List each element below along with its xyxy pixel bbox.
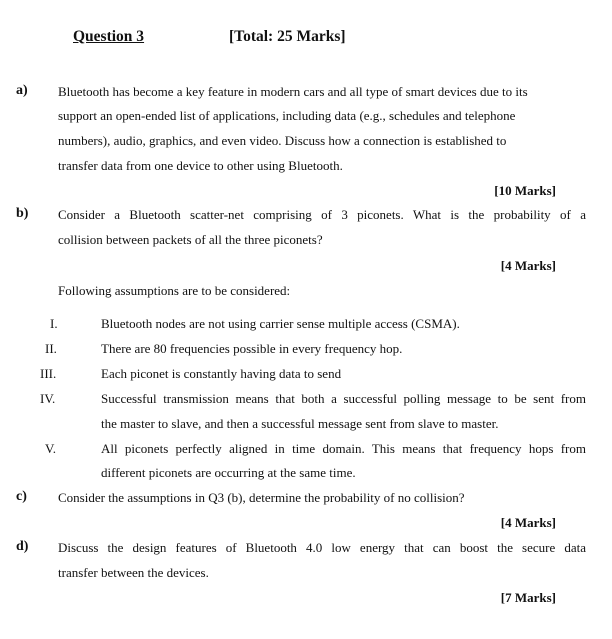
part-a-line-2: support an open-ended list of applications, including data (e.g., schedules and telephone bbox=[58, 108, 516, 123]
part-d-line-1: Discuss the design features of Bluetooth 4.0 low energy that can boost the secure data bbox=[58, 540, 586, 555]
assumption-5-text-line-1: All piconets perfectly aligned in time domain. This means that frequency hops from bbox=[101, 441, 586, 456]
assumption-1-num: I. bbox=[50, 316, 58, 331]
assumption-2-text: There are 80 frequencies possible in every frequency hop. bbox=[101, 341, 403, 356]
part-b-label: b) bbox=[16, 206, 29, 221]
question-title: Question 3 bbox=[73, 28, 145, 45]
part-b-marks: [4 Marks] bbox=[500, 258, 556, 273]
part-a-label: a) bbox=[16, 83, 28, 98]
part-a-marks: [10 Marks] bbox=[494, 183, 556, 198]
assumption-4-num: IV. bbox=[40, 391, 56, 406]
part-b-line-1: Consider a Bluetooth scatter-net comprising of 3 piconets. What is the probability of a bbox=[58, 207, 586, 222]
part-d-line-2: transfer between the devices. bbox=[58, 565, 209, 580]
assumption-4-text-line-1: Successful transmission means that both a successful polling message to be sent from bbox=[101, 391, 586, 406]
total-marks: [Total: 25 Marks] bbox=[229, 28, 346, 45]
assumptions-intro: Following assumptions are to be considered: bbox=[58, 283, 291, 298]
assumption-5-num: V. bbox=[45, 441, 56, 456]
part-b-line-2: collision between packets of all the three piconets? bbox=[58, 232, 323, 247]
part-d-marks: [7 Marks] bbox=[500, 590, 556, 605]
part-a-line-3: numbers), audio, graphics, and even video. Discuss how a connection is established to bbox=[58, 133, 507, 148]
part-d-label: d) bbox=[16, 539, 29, 554]
assumption-3-num: III. bbox=[40, 366, 57, 381]
part-a-line-1: Bluetooth has become a key feature in modern cars and all type of smart devices due to its bbox=[58, 84, 528, 99]
assumption-4-text-line-2: the master to slave, and then a successful message sent from slave to master. bbox=[101, 416, 499, 431]
part-c-label: c) bbox=[16, 489, 27, 504]
part-c-marks: [4 Marks] bbox=[500, 515, 556, 530]
assumption-3-text: Each piconet is constantly having data to send bbox=[101, 366, 342, 381]
part-a-line-4: transfer data from one device to other using Bluetooth. bbox=[58, 158, 343, 173]
assumption-5-text-line-2: different piconets are occurring at the same time. bbox=[101, 465, 356, 480]
part-c-line-1: Consider the assumptions in Q3 (b), determine the probability of no collision? bbox=[58, 490, 465, 505]
assumption-2-num: II. bbox=[45, 341, 57, 356]
assumption-1-text: Bluetooth nodes are not using carrier sense multiple access (CSMA). bbox=[101, 316, 460, 331]
